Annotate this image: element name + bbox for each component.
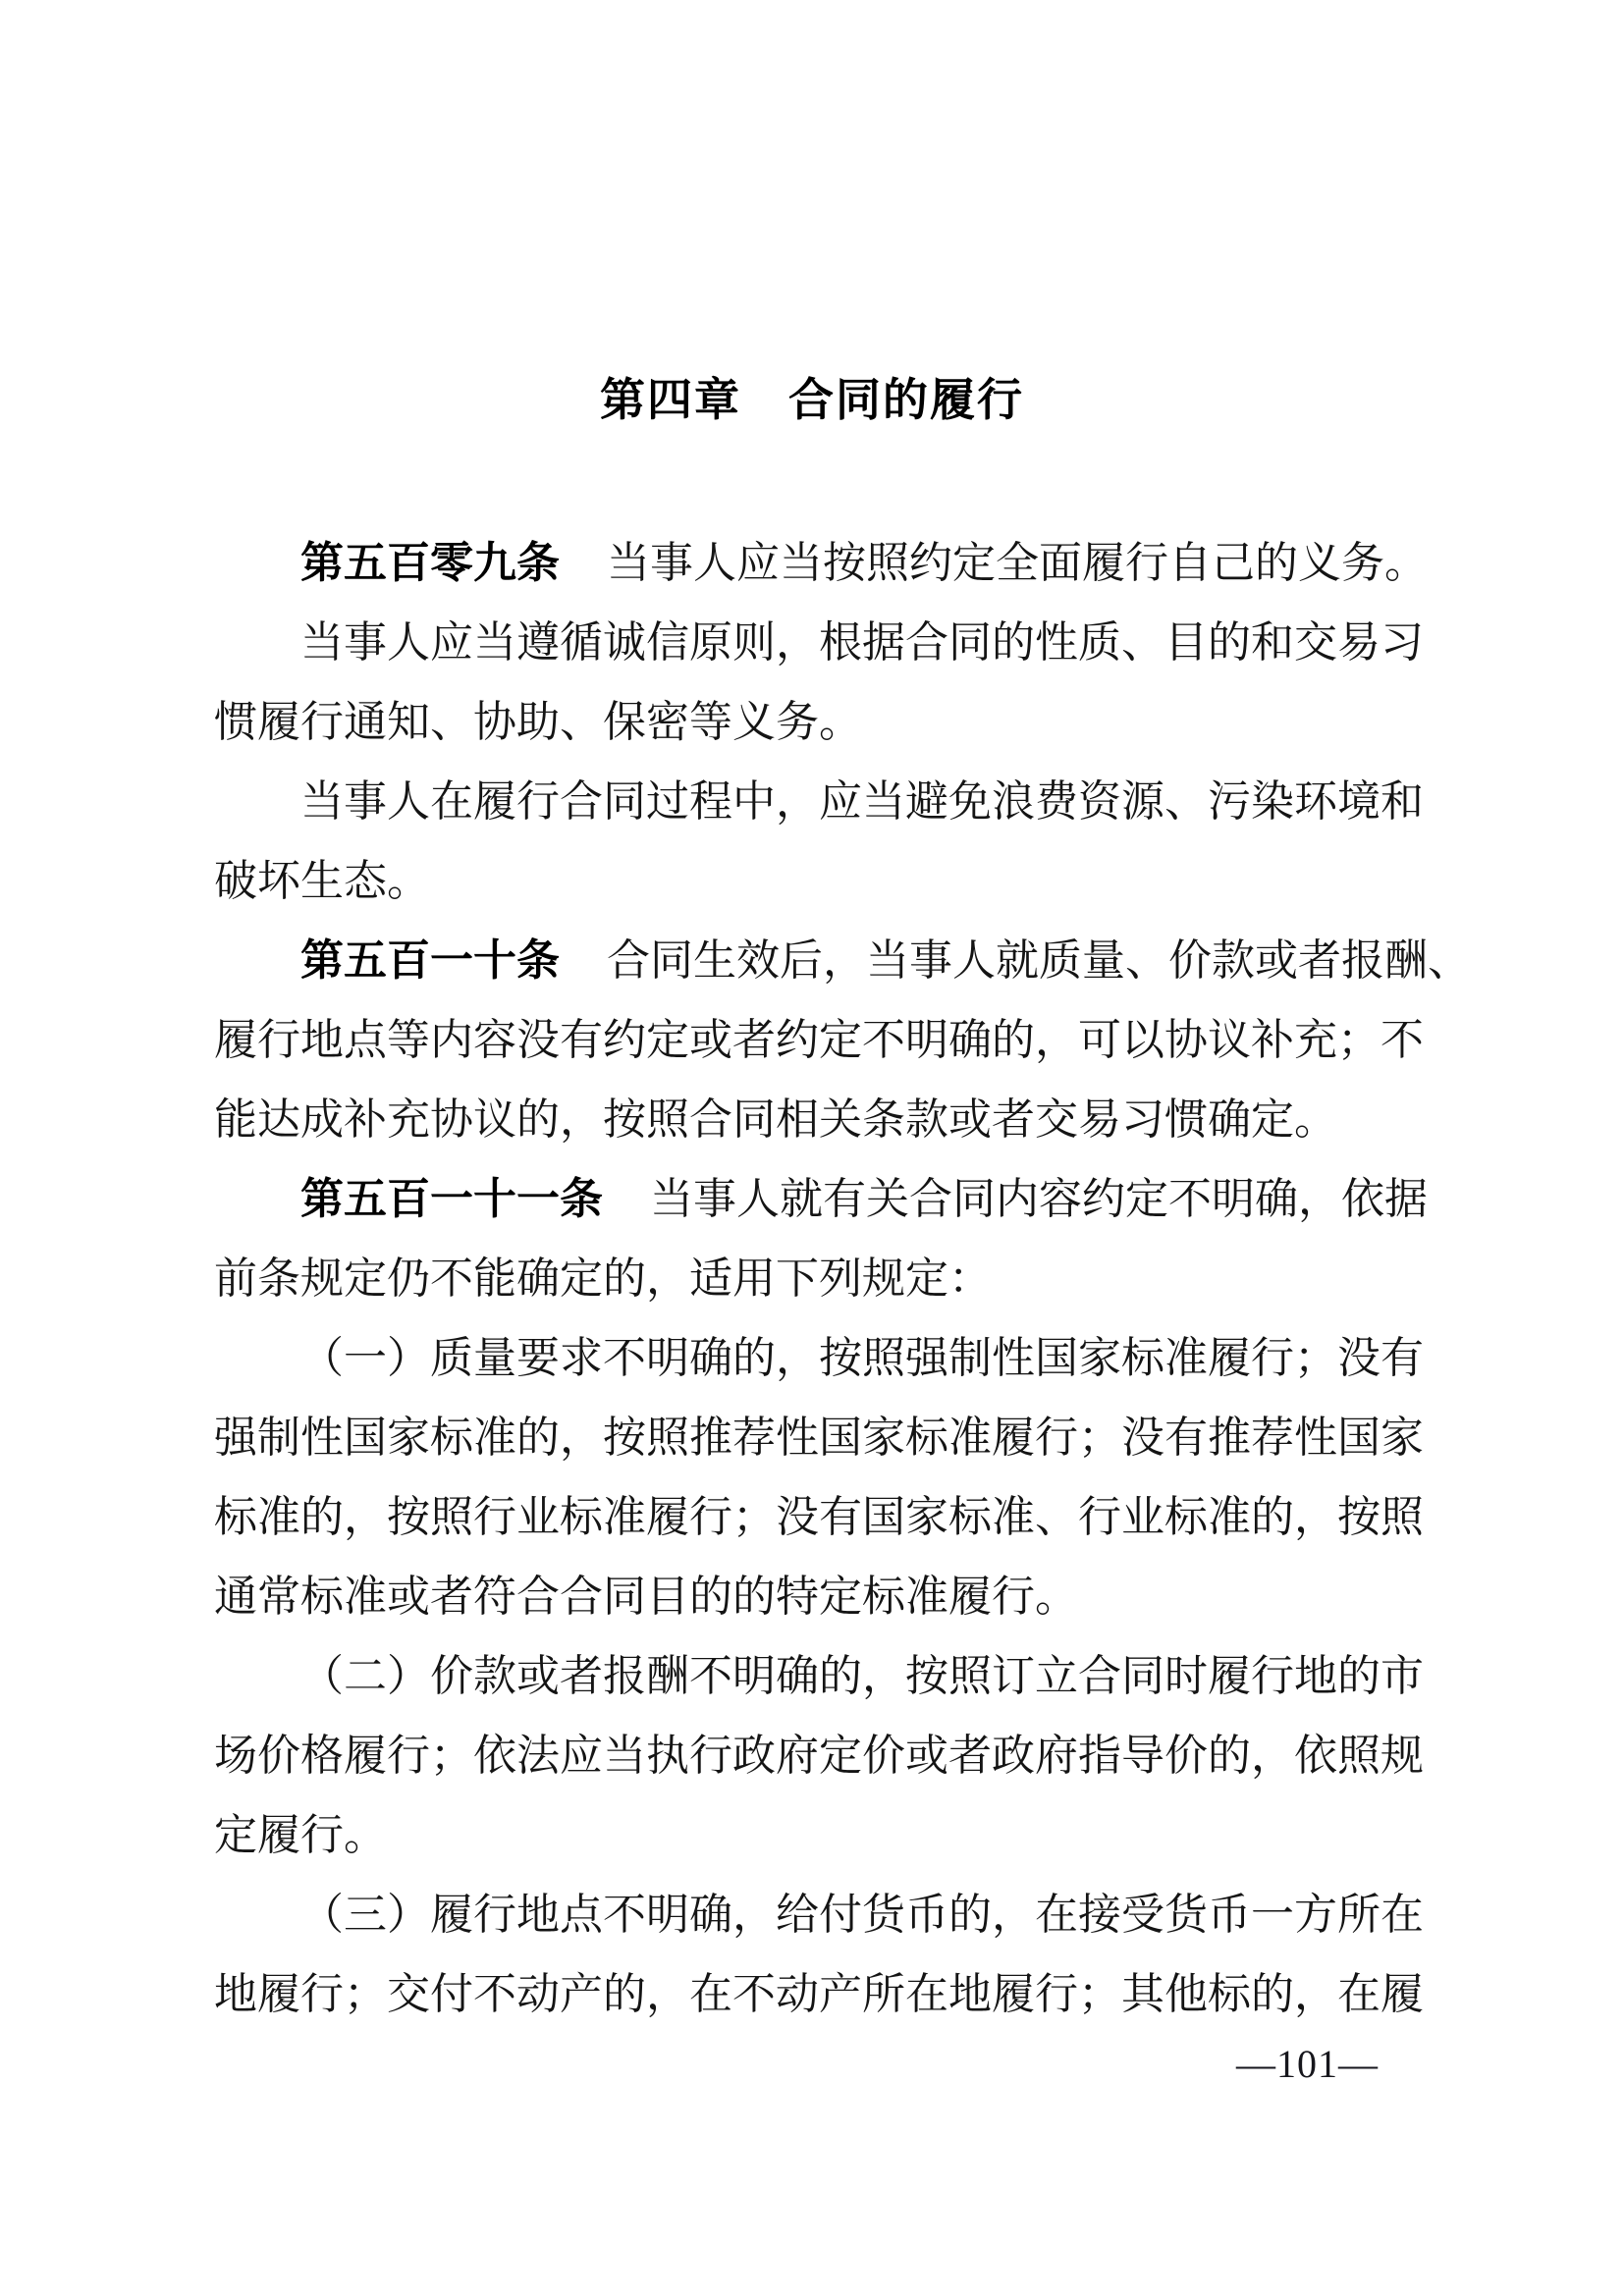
text-line	[214, 1954, 1432, 2034]
text-line	[214, 523, 1432, 603]
text-line	[214, 1398, 1432, 1477]
line-text: 通常标准或者符合合同目的的特定标准履行。	[214, 1573, 1078, 1621]
text-line	[214, 1159, 1432, 1239]
text-line	[214, 603, 1432, 682]
line-text: 履行地点等内容没有约定或者约定不明确的，可以协议补充；不	[214, 1016, 1424, 1064]
chapter-title: 第四章 合同的履行	[600, 374, 1024, 425]
text-line	[214, 1239, 1432, 1318]
line-text: 当事人应当遵循诚信原则，根据合同的性质、目的和交易习	[300, 618, 1424, 667]
text-line	[214, 1000, 1432, 1080]
text-line	[214, 1557, 1432, 1636]
text-line	[214, 1318, 1432, 1398]
text-line	[214, 762, 1432, 841]
line-text: 破坏生态。	[214, 857, 430, 905]
text-line	[214, 1636, 1432, 1716]
line-text: 定履行。	[214, 1811, 387, 1859]
line-text: 当事人应当按照约定全面履行自己的义务。	[607, 539, 1428, 587]
article-number: 第五百零九条	[300, 539, 560, 587]
text-line	[214, 841, 1432, 921]
article-number: 第五百一十条	[300, 936, 560, 985]
text-line	[214, 1716, 1432, 1795]
line-text: 当事人在履行合同过程中，应当避免浪费资源、污染环境和	[300, 777, 1424, 826]
line-text: 场价格履行；依法应当执行政府定价或者政府指导价的，依照规	[214, 1732, 1424, 1780]
text-line	[214, 1080, 1432, 1159]
line-text: （三）履行地点不明确，给付货币的，在接受货币一方所在	[300, 1891, 1424, 1939]
line-text: 能达成补充协议的，按照合同相关条款或者交易习惯确定。	[214, 1095, 1337, 1144]
document-body	[214, 523, 1471, 2034]
line-text: 前条规定仍不能确定的，适用下列规定：	[214, 1255, 992, 1303]
line-text: 合同生效后，当事人就质量、价款或者报酬、	[607, 936, 1471, 985]
line-text: （一）质量要求不明确的，按照强制性国家标准履行；没有	[300, 1334, 1424, 1382]
line-text: 当事人就有关合同内容约定不明确，依据	[650, 1175, 1428, 1223]
text-line	[214, 1477, 1432, 1557]
text-line	[214, 1875, 1432, 1954]
line-text: 地履行；交付不动产的，在不动产所在地履行；其他标的，在履	[214, 1970, 1424, 2018]
line-text: 强制性国家标准的，按照推荐性国家标准履行；没有推荐性国家	[214, 1414, 1424, 1462]
line-text: 标准的，按照行业标准履行；没有国家标准、行业标准的，按照	[214, 1493, 1424, 1541]
article-number: 第五百一十一条	[300, 1175, 603, 1223]
page-number: —101—	[1236, 2042, 1379, 2086]
text-line	[214, 921, 1471, 1000]
line-text: 惯履行通知、协助、保密等义务。	[214, 698, 862, 746]
text-line	[214, 682, 1432, 762]
line-text: （二）价款或者报酬不明确的，按照订立合同时履行地的市	[300, 1652, 1424, 1700]
text-line	[214, 1795, 1432, 1875]
